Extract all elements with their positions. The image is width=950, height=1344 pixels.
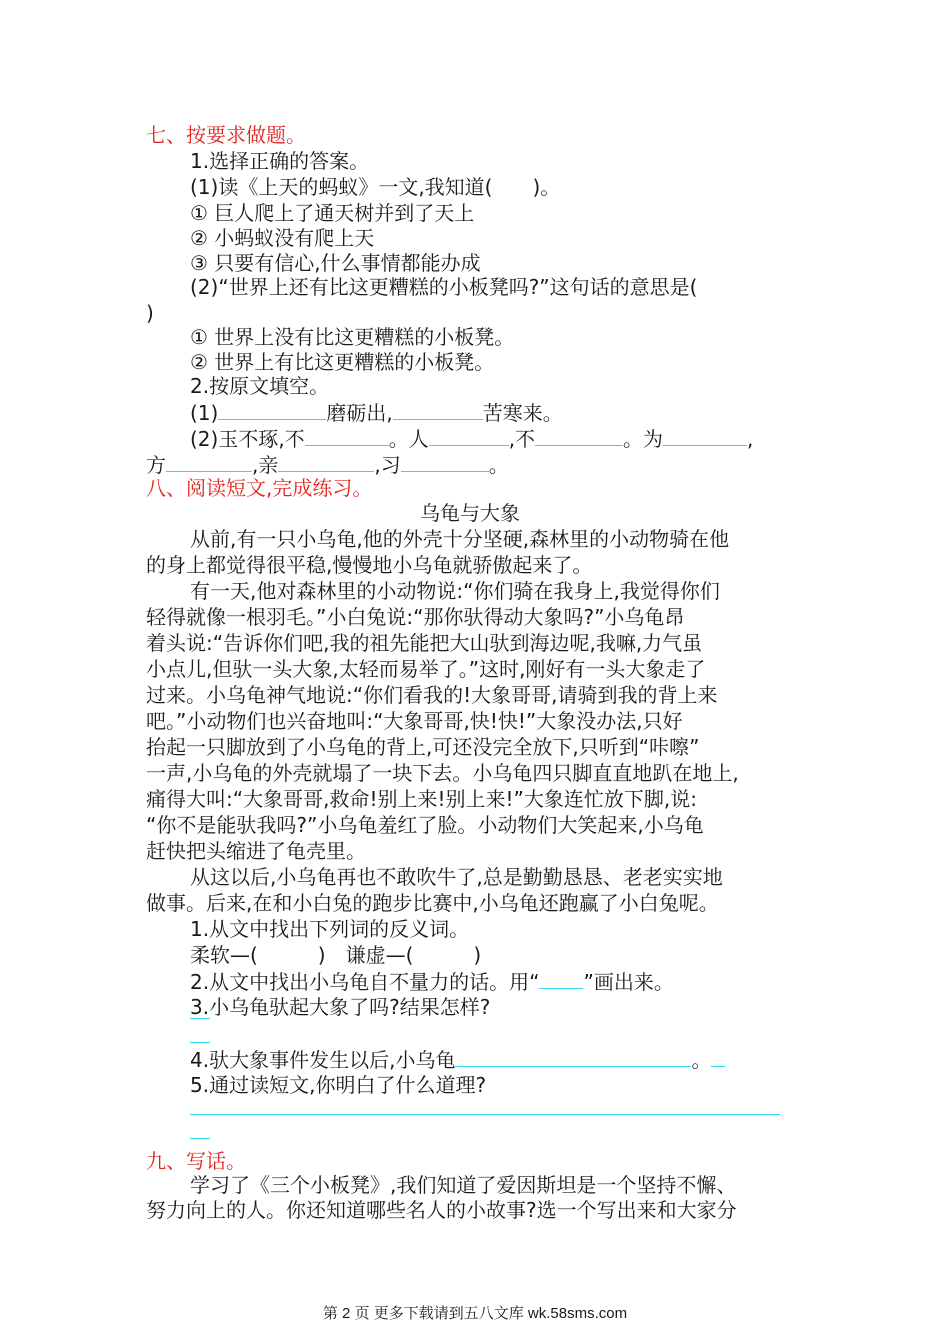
fill-label: ,亲 xyxy=(252,453,279,477)
story-line: 赶快把头缩进了龟壳里。 xyxy=(146,839,366,863)
answer-line[interactable] xyxy=(190,1114,780,1115)
fill-line-7-2-1 xyxy=(190,399,563,426)
fill-label: ,不 xyxy=(508,427,536,451)
answer-blank[interactable] xyxy=(305,425,389,446)
question-text: 2.从文中找出小乌龟自不量力的话。用“ xyxy=(190,970,540,994)
question-8-3: 3.小乌龟驮起大象了吗?结果怎样? xyxy=(190,995,491,1019)
question-7-1: 1.选择正确的答案。 xyxy=(190,149,370,173)
option-7-1-1-a: ① 巨人爬上了通天树并到了天上 xyxy=(190,201,475,225)
answer-line[interactable] xyxy=(190,1018,210,1019)
story-line: 从这以后,小乌龟再也不敢吹牛了,总是勤勤恳恳、老老实实地 xyxy=(190,865,723,889)
answer-blank[interactable] xyxy=(711,1046,725,1067)
question-7-2: 2.按原文填空。 xyxy=(190,374,330,398)
answer-blank[interactable] xyxy=(393,399,483,420)
story-line: 着头说:“告诉你们吧,我的祖先能把大山驮到海边呢,我嘛,力气虽 xyxy=(146,631,703,655)
story-line: 做事。后来,在和小白兔的跑步比赛中,小乌龟还跑赢了小白兔呢。 xyxy=(146,891,719,915)
writing-prompt-line: 学习了《三个小板凳》,我们知道了爱因斯坦是一个坚持不懈、 xyxy=(190,1173,737,1197)
answer-blank[interactable] xyxy=(401,451,489,472)
story-line: 有一天,他对森林里的小动物说:“你们骑在我身上,我觉得你们 xyxy=(190,579,720,603)
story-line: 吧。”小动物们也兴奋地叫:“大象哥哥,快!快!”大象没办法,只好 xyxy=(146,709,683,733)
section-8-heading: 八、阅读短文,完成练习。 xyxy=(146,476,373,500)
story-line: 抬起一只脚放到了小乌龟的背上,可还没完全放下,只听到“咔嚓” xyxy=(146,735,700,759)
writing-prompt-line: 努力向上的人。你还知道哪些名人的小故事?选一个写出来和大家分 xyxy=(146,1198,737,1222)
answer-line[interactable] xyxy=(190,1138,210,1139)
section-9-heading: 九、写话。 xyxy=(146,1149,246,1173)
answer-line[interactable] xyxy=(190,1042,210,1043)
option-7-1-2-b: ② 世界上有比这更糟糕的小板凳。 xyxy=(190,350,495,374)
story-line: 轻得就像一根羽毛。”小白兔说:“那你驮得动大象吗?”小乌龟昂 xyxy=(146,605,685,629)
answer-blank[interactable] xyxy=(278,451,374,472)
fill-label: 。 xyxy=(488,453,509,477)
answer-blank[interactable] xyxy=(663,425,747,446)
story-line: 过来。小乌龟神气地说:“你们看我的!大象哥哥,请骑到我的背上来 xyxy=(146,683,718,707)
fill-line-7-2-2 xyxy=(190,425,753,452)
fill-label: 磨砺出, xyxy=(326,401,393,425)
answer-blank[interactable] xyxy=(166,451,252,472)
story-line: 从前,有一只小乌龟,他的外壳十分坚硬,森林里的小动物骑在他 xyxy=(190,527,730,551)
story-title: 乌龟与大象 xyxy=(420,501,520,525)
answer-blank[interactable] xyxy=(455,1046,691,1067)
question-text: ”画出来。 xyxy=(583,970,674,994)
story-line: 的身上都觉得很平稳,慢慢地小乌龟就骄傲起来了。 xyxy=(146,553,593,577)
question-8-5: 5.通过读短文,你明白了什么道理? xyxy=(190,1073,487,1097)
option-7-1-1-b: ② 小蚂蚁没有爬上天 xyxy=(190,226,375,250)
page-footer: 第 2 页 更多下载请到五八文库 wk.58sms.com xyxy=(322,1305,628,1322)
fill-label: 。为 xyxy=(623,427,664,451)
question-8-1-items: 柔软—( ) 谦虚—( ) xyxy=(190,943,482,967)
answer-blank[interactable] xyxy=(218,399,326,420)
fill-label: ,习 xyxy=(374,453,401,477)
option-7-1-1-c: ③ 只要有信心,什么事情都能办成 xyxy=(190,251,481,275)
answer-blank[interactable] xyxy=(429,425,509,446)
question-text: 。 xyxy=(691,1048,712,1072)
story-line: 小点儿,但驮一头大象,太轻而易举了。”这时,刚好有一头大象走了 xyxy=(146,657,706,681)
fill-label: 苦寒来。 xyxy=(482,401,563,425)
answer-blank[interactable] xyxy=(539,968,583,989)
question-7-1-1: (1)读《上天的蚂蚁》一文,我知道( )。 xyxy=(190,175,561,199)
story-line: 一声,小乌龟的外壳就塌了一块下去。小乌龟四只脚直直地趴在地上, xyxy=(146,761,739,785)
fill-label: , xyxy=(747,427,754,451)
fill-label: (2)玉不琢,不 xyxy=(190,427,305,451)
fill-label: (1) xyxy=(190,401,219,425)
story-line: 痛得大叫:“大象哥哥,救命!别上来!别上来!”大象连忙放下脚,说: xyxy=(146,787,697,811)
option-7-1-2-a: ① 世界上没有比这更糟糕的小板凳。 xyxy=(190,325,515,349)
question-8-2 xyxy=(190,968,674,995)
fill-label: 。人 xyxy=(388,427,429,451)
question-8-1: 1.从文中找出下列词的反义词。 xyxy=(190,917,470,941)
question-8-4 xyxy=(190,1046,725,1073)
fill-label: 方 xyxy=(146,453,166,477)
answer-blank[interactable] xyxy=(535,425,623,446)
question-text: 4.驮大象事件发生以后,小乌龟 xyxy=(190,1048,456,1072)
question-7-1-2: (2)“世界上还有比这更糟糕的小板凳吗?”这句话的意思是( xyxy=(190,275,698,299)
fill-line-7-2-3 xyxy=(146,451,509,478)
question-7-1-2-end: ) xyxy=(146,301,154,325)
story-line: “你不是能驮我吗?”小乌龟羞红了脸。小动物们大笑起来,小乌龟 xyxy=(146,813,704,837)
section-7-heading: 七、按要求做题。 xyxy=(146,123,306,147)
